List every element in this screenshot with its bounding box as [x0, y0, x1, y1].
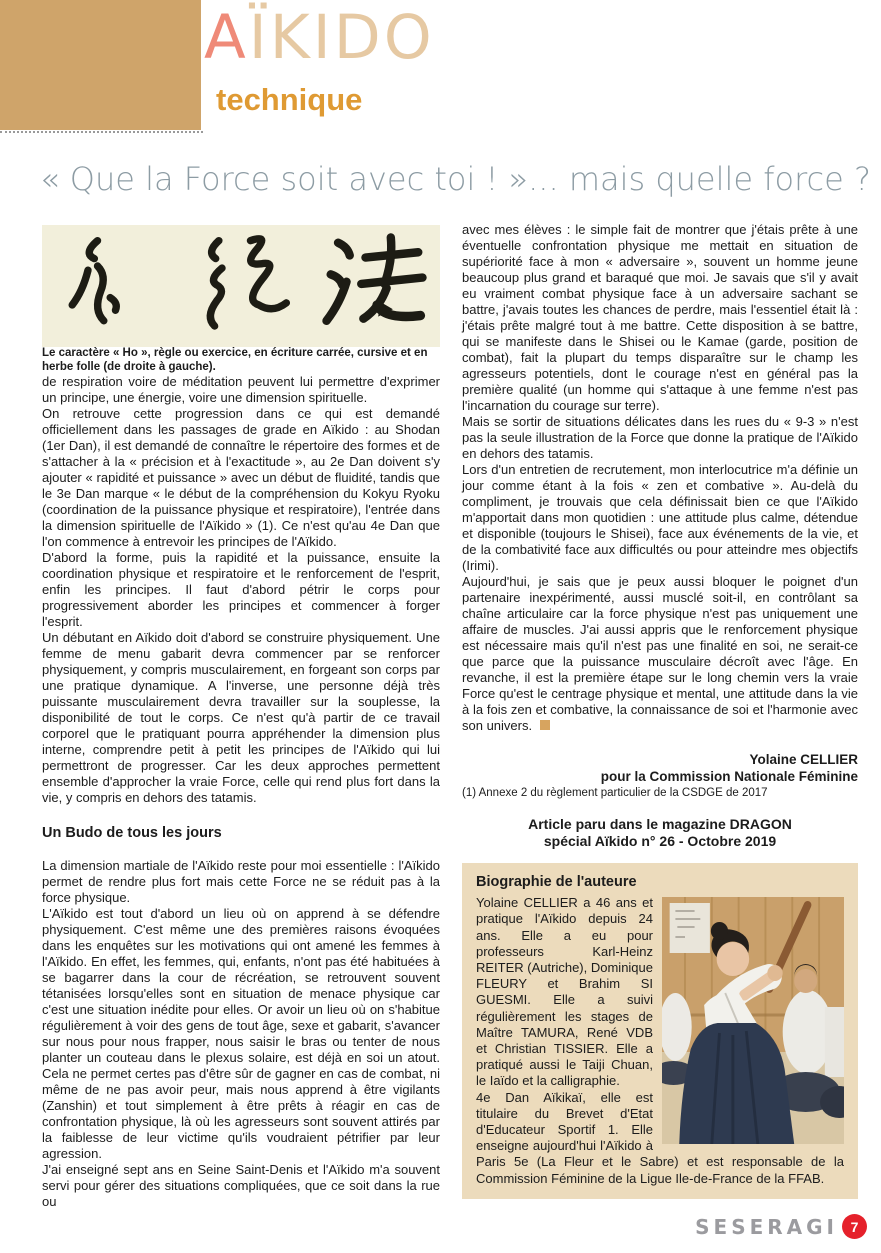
ho-kanji-cursive-icon [176, 228, 306, 344]
header-divider [0, 131, 203, 133]
body-paragraph-text: Aujourd'hui, je sais que je peux aussi bloquer le poignet d'un partenaire inexpérimenté, aussi musclé soit-il, en contrôlant sa chaîne articulaire car la force physique n'est pas uniquement une affaire de muscles. J'ai aussi appris que le renforcement physique est nécessaire mais qu'il n'est pas une finalité en soi, ne serait-ce que parce que la puissance musculaire décroît avec l'âge. En revanche, il est la première étape sur le long chemin vers la vraie Force qu'est le centrage physique et mental, une attitude dans la vie à la fois zen et combative, la connaissance de soi et l'harmonie avec son univers. [462, 574, 858, 733]
magazine-title [204, 4, 435, 71]
biography-paragraph: 4e Dan Aïkikaï, elle est titulaire du Brevet d'Etat d'Educateur Sportif 1. Elle enseigne aujourd'hui l'Aïkido à Paris 5e (La Fleur et le Sabre) et est responsable de la Commission Féminine de la Ligue Ile-de-France de la FFAB. [476, 1089, 844, 1186]
author-signature [462, 751, 858, 785]
body-paragraph: J'ai enseigné sept ans en Seine Saint-Denis et l'Aïkido m'a souvent servi pour gérer des situations compliquées, que ce soit dans la rue ou [42, 1162, 440, 1209]
magazine-reference [462, 816, 858, 850]
magazine-title-first-letter: A [204, 2, 249, 73]
body-paragraph: On retrouve cette progression dans ce qui est demandé officiellement dans les passages de grade en Aïkido : au Shodan (1er Dan), il est demandé de connaître le répertoire des formes et de s'attacher à la « précision et à l'exactitude », au 2e Dan doivent s'y ajouter « rapidité et puissance » avec un début de fluidité, tandis que le 3e Dan marque « le début de la compréhension du Kokyu Ryoku (coordination de la puissance physique et respiratoire), l'entrée dans la dimension spirituelle de l'Aïkido » (1). Ce n'est qu'au 4e Dan que l'on commence à entrevoir les principes de l'Aïkido. [42, 406, 440, 549]
author-biography-box [462, 863, 858, 1199]
body-paragraph: Lors d'un entretien de recrutement, mon interlocutrice m'a définie un jour comme étant à la fois « zen et combative ». Au-delà du compliment, je trouvais que cela définissait bien ce que l'Aïkido m'apportait dans mon quotidien : une attitude plus calme, détendue et disponible (toujours le Shisei), face aux événements de la vie, et de la combativité face aux difficultés ou pour atteindre mes objectifs (Irimi). [462, 462, 858, 573]
biography-paragraph: Yolaine CELLIER a 46 ans et pratique l'Aïkido depuis 24 ans. Elle a eu pour professeurs Karl-Heinz REITER (Autriche), Dominique FLEURY et Brahim SI GUESMI. Elle a suivi régulièrement les stages de Maître TAMURA, René VDB et Christian TISSIER. Elle a pratiqué aussi le Taiji Chuan, le Iaïdo et la calligraphie. [476, 895, 653, 1089]
body-paragraph: Un débutant en Aïkido doit d'abord se construire physiquement. Une femme de menu gabarit devra commencer par se renforcer physiquement, y compris musculairement, en forgeant son corps par une pratique dynamique. A l'inverse, une personne déjà très puissante musculairement devra travailler sur la souplesse, la disponibilité de tout le corps. Ce n'est qu'à partir de ce travail corporel que le pratiquant pourra appréhender la dimension plus interne, comprendre petit à petit les principes de l'Aïkido qui lui permettront de progresser. Car les deux approches permettent ensemble d'approcher la vraie Force, celle qui rend plus fort dans la vie, y compris en dehors des tatamis. [42, 630, 440, 805]
face [717, 942, 750, 976]
body-paragraph: La dimension martiale de l'Aïkido reste pour moi essentielle : l'Aïkido permet de rendre plus fort mais cette Force ne se réduit pas à la force physique. [42, 858, 440, 905]
body-paragraph [462, 574, 858, 734]
magazine-reference-line2: spécial Aïkido n° 26 - Octobre 2019 [543, 833, 777, 849]
author-name: Yolaine CELLIER [749, 752, 858, 767]
body-paragraph: de respiration voire de méditation peuvent lui permettre d'exprimer un principe, une énergie, voire une dimension spirituelle. [42, 374, 440, 405]
body-paragraph: Mais se sortir de situations délicates dans les rues du « 9-3 » n'est pas la seule illustration de la Force que donne la pratique de l'Aïkido en dehors des tatamis. [462, 414, 858, 461]
ho-kanji-regular-script-icon [310, 228, 440, 344]
body-paragraph: avec mes élèves : le simple fait de montrer que j'étais prête à une éventuelle confrontation physique me mettait en situation de supériorité face à mon « adversaire », souvent un homme jeune beaucoup plus grand et baraqué que moi. Je savais que s'il y avait eu vraiment combat physique face à un adversaire sachant se battre, j'avais toutes les chances de perdre, mais l'essentiel était là : j'étais prête malgré tout à me battre. Cette disposition à se battre, qui se manifeste dans le Shisei ou le Kamae (garde, position de combat), fait la plupart du temps disparaître sur le champ les agresseurs potentiels, dont le courage n'est en général pas la première qualité (un homme qui s'attaque à une femme n'est pas l'incarnation du courage sur terre). [462, 222, 858, 413]
magazine-title-rest: ÏKIDO [248, 2, 435, 73]
hair-bun [711, 922, 728, 940]
body-paragraph: L'Aïkido est tout d'abord un lieu où on apprend à se défendre physiquement. C'est même une des premières raisons évoquées dans les enquêtes sur les motivations qui ont amené les femmes à l'Aïkido. En effet, les femmes, qui, enfants, n'ont pas été habituées à se bagarrer dans la cour de récréation, se retrouvent souvent tétanisées lorsqu'elles sont en situation de menace physique car c'est une situation inédite pour elles. Or avoir un lieu où on s'habitue régulièrement à voir des gens de tout âge, sexe et gabarit, s'avancer sur nous pour nous frapper, nous saisir le bras ou tenter de nous planter un couteau dans le plexus solaire, est déjà en soi un atout. Cela ne permet certes pas d'être sûr de gagner en cas de combat, ni même de ne pas avoir peur, mais nous apprend à être vigilants (Zanshin) et tout simplement à être prêts à réagir en cas de confrontation physique, là où les agresseurs sont souvent attirés par la faiblesse de leur victime qu'ils voudraient pétrifier par leur agression. [42, 906, 440, 1161]
section-label: technique [216, 82, 363, 117]
figure-caption: Le caractère « Ho », règle ou exercice, en écriture carrée, cursive et en herbe folle (de droite à gauche). [42, 347, 428, 373]
article-title: « Que la Force soit avec toi ! »... mais quelle force ? [40, 160, 871, 198]
footnote: (1) Annexe 2 du règlement particulier de la CSDGE de 2017 [462, 787, 768, 799]
header-color-block [0, 0, 201, 130]
right-column [462, 222, 858, 1199]
page-footer [695, 1214, 867, 1239]
left-column [42, 225, 440, 1210]
magazine-reference-line1: Article paru dans le magazine DRAGON [528, 816, 792, 832]
author-affiliation: pour la Commission Nationale Féminine [600, 769, 858, 784]
ho-kanji-grass-script-icon [42, 228, 172, 344]
ho-calligraphy-image [42, 225, 440, 347]
page-number-badge: 7 [842, 1214, 867, 1239]
author-photo [662, 897, 844, 1144]
biography-heading: Biographie de l'auteure [476, 874, 637, 890]
wall-poster [670, 903, 710, 953]
end-of-article-marker [540, 720, 550, 730]
body-paragraph: D'abord la forme, puis la rapidité et la puissance, ensuite la coordination physique et respiratoire et le renforcement de l'esprit, enfin les principes. Il faut d'abord pétrir le corps pour progressivement aborder les principes et commencer à forger l'esprit. [42, 550, 440, 629]
seseragi-logo: SESERAGI [695, 1214, 838, 1239]
section-heading: Un Budo de tous les jours [42, 825, 222, 841]
